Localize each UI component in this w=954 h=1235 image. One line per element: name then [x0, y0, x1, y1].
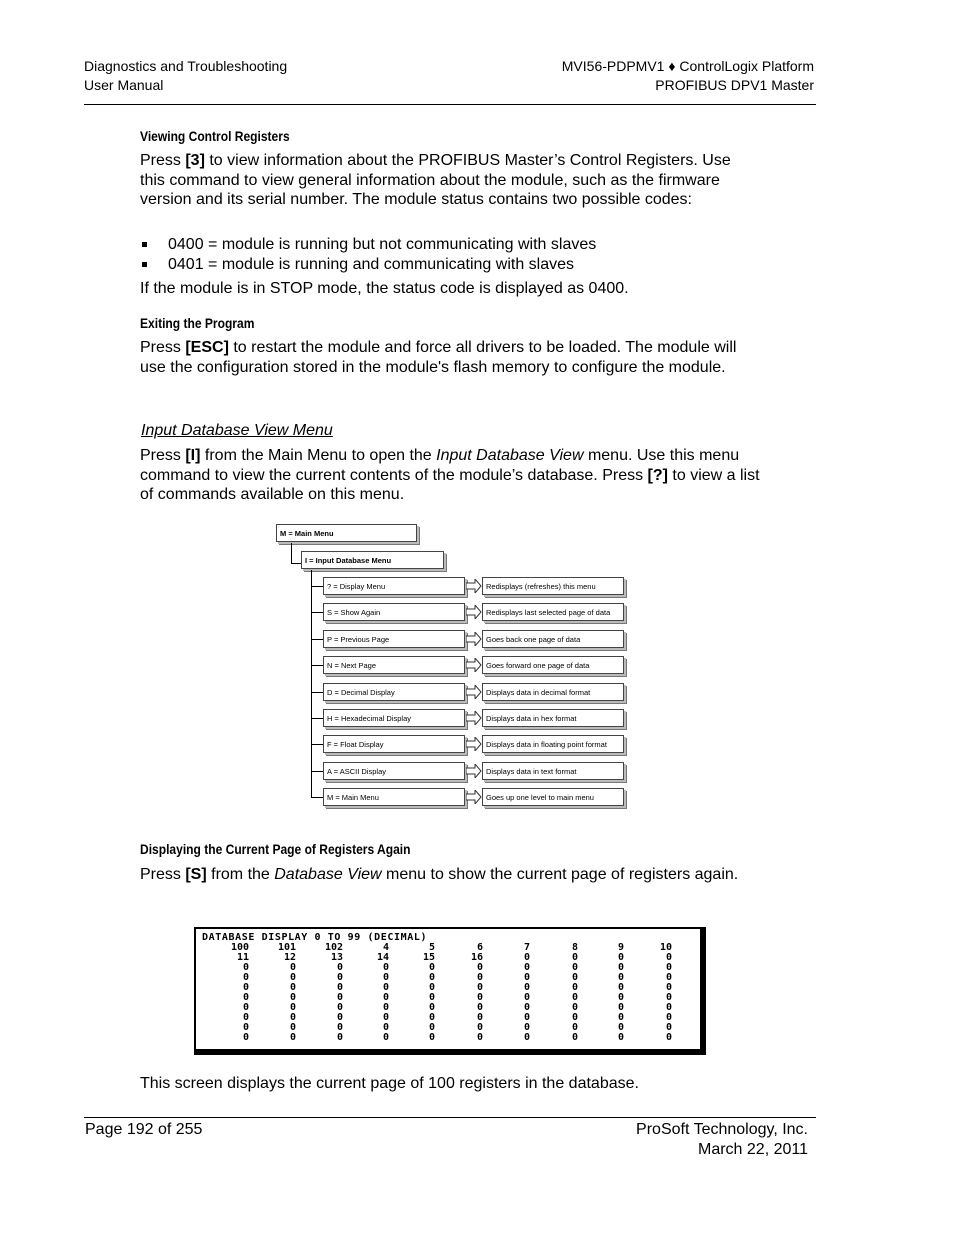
paragraph-show-again: Press [S] from the Database View menu to show the current page of registers again.	[140, 866, 739, 883]
register-value: 0	[617, 1032, 624, 1043]
connector	[291, 563, 301, 564]
connector	[311, 771, 323, 772]
register-value: 0	[382, 992, 389, 1003]
register-value: 0	[242, 1002, 249, 1013]
register-value: 0	[617, 972, 624, 983]
register-value: 0	[289, 972, 296, 983]
register-value: 0	[571, 992, 578, 1003]
menu-command-box: M = Main Menu	[323, 788, 465, 806]
register-value: 0	[523, 1032, 530, 1043]
register-value: 0	[665, 962, 672, 973]
heading-displaying-current-page: Displaying the Current Page of Registers Again	[140, 841, 411, 857]
register-value: 0	[428, 972, 435, 983]
register-value: 0	[476, 1032, 483, 1043]
header-doc-type: User Manual	[84, 77, 164, 93]
key-esc: [ESC]	[185, 339, 229, 356]
register-value: 14	[376, 952, 389, 963]
footer-page-number: Page 192 of 255	[85, 1121, 203, 1138]
menu-description-box: Displays data in decimal format	[482, 683, 624, 701]
register-value: 0	[336, 972, 343, 983]
register-value: 0	[523, 1002, 530, 1013]
register-value: 7	[523, 942, 530, 953]
menu-command-box: D = Decimal Display	[323, 683, 465, 701]
register-value: 0	[523, 1012, 530, 1023]
footer-date: March 22, 2011	[698, 1140, 808, 1158]
register-value: 0	[476, 962, 483, 973]
register-value: 8	[571, 942, 578, 953]
register-value: 0	[617, 1022, 624, 1033]
register-value: 0	[617, 1002, 624, 1013]
register-value: 0	[476, 1012, 483, 1023]
register-value: 0	[476, 1002, 483, 1013]
register-value: 0	[242, 992, 249, 1003]
paragraph-stop-mode: If the module is in STOP mode, the status code is displayed as 0400.	[140, 280, 629, 297]
register-value: 0	[428, 1012, 435, 1023]
register-value: 0	[382, 1032, 389, 1043]
register-value: 0	[336, 992, 343, 1003]
register-value: 0	[382, 962, 389, 973]
register-value: 0	[428, 1022, 435, 1033]
menu-description-box: Displays data in floating point format	[482, 735, 624, 753]
register-value: 102	[324, 942, 343, 953]
header-rule	[84, 104, 816, 105]
register-value: 0	[617, 962, 624, 973]
key-s: [S]	[185, 866, 207, 883]
footer-rule	[84, 1117, 816, 1118]
register-value: 11	[236, 952, 249, 963]
register-value: 6	[476, 942, 483, 953]
register-value: 0	[428, 1032, 435, 1043]
connector	[311, 586, 323, 587]
register-value: 0	[382, 972, 389, 983]
register-value: 12	[283, 952, 296, 963]
connector	[311, 744, 323, 745]
register-value: 0	[289, 1032, 296, 1043]
register-value: 0	[523, 982, 530, 993]
register-value: 0	[617, 1012, 624, 1023]
register-value: 0	[336, 1022, 343, 1033]
register-value: 0	[571, 1012, 578, 1023]
register-value: 0	[571, 982, 578, 993]
menu-command-box: N = Next Page	[323, 656, 465, 674]
register-value: 0	[571, 952, 578, 963]
register-value: 0	[523, 1022, 530, 1033]
register-value: 0	[289, 1022, 296, 1033]
connector	[291, 543, 292, 564]
register-value: 101	[277, 942, 296, 953]
register-value: 0	[476, 992, 483, 1003]
heading-input-database-view-menu: Input Database View Menu	[141, 422, 333, 439]
register-value: 0	[665, 1002, 672, 1013]
arrow-right-icon	[466, 711, 482, 725]
register-value: 0	[665, 952, 672, 963]
connector	[311, 570, 312, 797]
arrow-right-icon	[466, 605, 482, 619]
register-value: 0	[665, 972, 672, 983]
register-value: 0	[523, 952, 530, 963]
register-value: 0	[242, 972, 249, 983]
register-value: 0	[242, 962, 249, 973]
register-value: 0	[289, 962, 296, 973]
register-value: 0	[428, 1002, 435, 1013]
register-value: 0	[617, 982, 624, 993]
paragraph-control-registers: Press [3] to view information about the PROFIBUS Master’s Control Registers. Use this command to view general information about the module, such as the firmware version and its serial number. The module status contains two possible codes:	[140, 152, 731, 209]
register-value: 0	[336, 982, 343, 993]
arrow-right-icon	[466, 579, 482, 593]
database-display-screen	[194, 927, 706, 1055]
register-value: 0	[617, 952, 624, 963]
register-value: 0	[665, 1022, 672, 1033]
register-value: 15	[422, 952, 435, 963]
register-value: 0	[382, 1012, 389, 1023]
arrow-right-icon	[466, 790, 482, 804]
register-value: 0	[571, 1002, 578, 1013]
heading-viewing-control-registers: Viewing Control Registers	[140, 128, 290, 144]
register-value: 0	[665, 1032, 672, 1043]
register-value: 0	[289, 1012, 296, 1023]
register-value: 0	[476, 1022, 483, 1033]
header-product-sub: PROFIBUS DPV1 Master	[655, 77, 814, 93]
arrow-right-icon	[466, 764, 482, 778]
register-value: 0	[289, 982, 296, 993]
register-value: 0	[571, 962, 578, 973]
list-item: 0401 = module is running and communicating with slaves	[140, 255, 760, 275]
menu-description-box: Redisplays last selected page of data	[482, 603, 624, 621]
connector	[311, 639, 323, 640]
register-value: 0	[382, 1022, 389, 1033]
menu-command-box: H = Hexadecimal Display	[323, 709, 465, 727]
register-value: 0	[242, 1032, 249, 1043]
menu-command-box: ? = Display Menu	[323, 577, 465, 595]
terminal-title: DATABASE DISPLAY 0 TO 99 (DECIMAL)	[202, 932, 428, 943]
register-value: 0	[428, 962, 435, 973]
register-value: 16	[470, 952, 483, 963]
menu-command-box: A = ASCII Display	[323, 762, 465, 780]
connector	[311, 612, 323, 613]
register-value: 5	[428, 942, 435, 953]
menu-command-box: F = Float Display	[323, 735, 465, 753]
key-question: [?]	[647, 466, 668, 484]
register-value: 0	[289, 992, 296, 1003]
connector	[311, 692, 323, 693]
register-value: 0	[242, 1012, 249, 1023]
list-item: 0400 = module is running but not communicating with slaves	[140, 235, 760, 255]
register-value: 0	[428, 992, 435, 1003]
register-value: 0	[476, 972, 483, 983]
header-left	[84, 57, 287, 95]
arrow-right-icon	[466, 685, 482, 699]
heading-exiting-program: Exiting the Program	[140, 315, 255, 331]
input-database-menu-box: I = Input Database Menu	[301, 551, 444, 569]
footer-company: ProSoft Technology, Inc.	[636, 1121, 808, 1138]
caption-database-screen: This screen displays the current page of 100 registers in the database.	[140, 1075, 639, 1092]
table-row	[196, 1033, 696, 1043]
arrow-right-icon	[466, 737, 482, 751]
register-value: 4	[382, 942, 389, 953]
menu-description-box: Goes up one level to main menu	[482, 788, 624, 806]
register-value: 0	[571, 1032, 578, 1043]
status-code-list	[140, 235, 760, 274]
header-product: MVI56-PDPMV1 ♦ ControlLogix Platform	[561, 58, 814, 74]
arrow-right-icon	[466, 658, 482, 672]
register-value: 0	[382, 982, 389, 993]
register-value: 0	[336, 1012, 343, 1023]
arrow-right-icon	[466, 632, 482, 646]
connector	[311, 665, 323, 666]
register-value: 100	[230, 942, 249, 953]
register-value: 0	[289, 1002, 296, 1013]
register-value: 0	[476, 982, 483, 993]
key-i: [I]	[185, 447, 201, 464]
menu-command-box: P = Previous Page	[323, 630, 465, 648]
register-value: 0	[571, 972, 578, 983]
register-value: 0	[242, 1022, 249, 1033]
menu-description-box: Redisplays (refreshes) this menu	[482, 577, 624, 595]
key-3: [3]	[185, 152, 205, 169]
register-value: 0	[523, 962, 530, 973]
register-value: 0	[523, 992, 530, 1003]
register-value: 10	[659, 942, 672, 953]
register-value: 0	[242, 982, 249, 993]
register-value: 0	[336, 962, 343, 973]
register-value: 0	[665, 982, 672, 993]
menu-description-box: Goes forward one page of data	[482, 656, 624, 674]
paragraph-input-database: Press [I] from the Main Menu to open the Input Database View menu. Use this menu command to view the current contents of the module’s database. Press [?] to view a list of commands available on this menu.	[140, 447, 760, 504]
menu-command-box: S = Show Again	[323, 603, 465, 621]
main-menu-box: M = Main Menu	[276, 524, 417, 542]
header-right	[562, 57, 814, 95]
register-value: 0	[336, 1002, 343, 1013]
header-doc-section: Diagnostics and Troubleshooting	[84, 58, 288, 74]
register-value: 0	[665, 1012, 672, 1023]
connector	[311, 718, 323, 719]
register-value: 0	[336, 1032, 343, 1043]
connector	[311, 797, 323, 798]
menu-description-box: Displays data in text format	[482, 762, 624, 780]
menu-description-box: Displays data in hex format	[482, 709, 624, 727]
register-value: 0	[617, 992, 624, 1003]
paragraph-exiting: Press [ESC] to restart the module and force all drivers to be loaded. The module will use the configuration stored in the module's flash memory to configure the module.	[140, 339, 737, 376]
register-value: 0	[382, 1002, 389, 1013]
register-value: 0	[523, 972, 530, 983]
register-value: 0	[665, 992, 672, 1003]
footer-right	[636, 1120, 808, 1159]
register-value: 13	[330, 952, 343, 963]
register-value: 0	[428, 982, 435, 993]
register-value: 9	[617, 942, 624, 953]
menu-description-box: Goes back one page of data	[482, 630, 624, 648]
register-value: 0	[571, 1022, 578, 1033]
